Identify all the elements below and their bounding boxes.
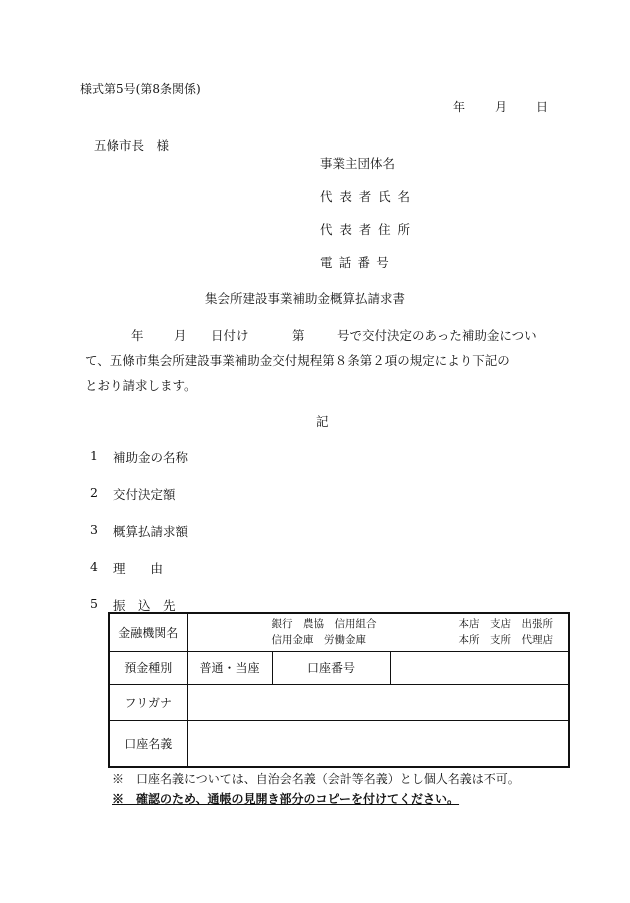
branch-types-line2: 本所 支所 代理店 [458, 634, 553, 647]
item-5-number: 5 [90, 596, 98, 611]
institution-types-line1: 銀行 農協 信用組合 [271, 618, 377, 631]
bank-transfer-table [108, 612, 570, 768]
paragraph-line-1 [85, 323, 555, 348]
date-day: 日 [536, 100, 549, 114]
institution-field[interactable] [187, 613, 569, 651]
date-line [0, 98, 630, 114]
bank-row-institution [109, 613, 569, 651]
blank-month: 月 [174, 328, 187, 343]
account-number-label: 口座番号 [272, 651, 390, 684]
note-account-name: ※ 口座名義については、自治会名義（会計等名義）とし個人名義は不可。 [112, 772, 520, 786]
item-1-number: 1 [90, 448, 98, 463]
item-1-label: 補助金の名称 [113, 450, 189, 465]
item-2-label: 交付決定額 [113, 487, 176, 502]
item-2-number: 2 [90, 485, 98, 500]
org-name-label: 事業主団体名 [320, 156, 396, 171]
account-name-label: 口座名義 [109, 720, 187, 767]
date-month: 月 [495, 100, 508, 114]
bank-row-furigana [109, 684, 569, 720]
rep-name-label: 代表者氏名 [320, 189, 417, 204]
item-3-number: 3 [90, 522, 98, 537]
institution-types-line2: 信用金庫 労働金庫 [271, 634, 366, 647]
item-4-number: 4 [90, 559, 98, 574]
account-number-field[interactable] [390, 651, 569, 684]
furigana-label: フリガナ [109, 684, 187, 720]
phone-label: 電話番号 [320, 255, 396, 270]
bank-row-deposit [109, 651, 569, 684]
paragraph-line-2: て、五條市集会所建設事業補助金交付規程第８条第２項の規定により下記の [85, 353, 510, 368]
document-title: 集会所建設事業補助金概算払請求書 [205, 291, 406, 306]
blank-year: 年 [131, 328, 144, 343]
addressee: 五條市長 様 [94, 138, 170, 153]
item-3-label: 概算払請求額 [113, 524, 189, 539]
date-year: 年 [453, 100, 466, 114]
ki-heading: 記 [316, 414, 329, 429]
request-paragraph [85, 323, 555, 398]
branch-types-line1: 本店 支店 出張所 [458, 618, 553, 631]
blank-number-prefix: 第 [292, 328, 305, 343]
institution-label: 金融機関名 [109, 613, 187, 651]
note-passbook-copy: ※ 確認のため、通帳の見開き部分のコピーを付けてください。 [112, 792, 460, 806]
form-number: 様式第5号(第8条関係) [80, 82, 201, 96]
bank-row-account-name [109, 720, 569, 767]
blank-dated: 日付け [211, 328, 249, 343]
item-4-label: 理 由 [113, 561, 164, 576]
deposit-type-field[interactable]: 普通・当座 [187, 651, 272, 684]
furigana-field[interactable] [187, 684, 569, 720]
account-name-field[interactable] [187, 720, 569, 767]
paragraph-line-3: とおり請求します。 [85, 378, 197, 393]
paragraph-line-1-rest: 号で交付決定のあった補助金につい [337, 328, 537, 343]
deposit-type-label: 預金種別 [109, 651, 187, 684]
item-5-label: 振 込 先 [113, 598, 176, 613]
rep-address-label: 代表者住所 [320, 222, 417, 237]
